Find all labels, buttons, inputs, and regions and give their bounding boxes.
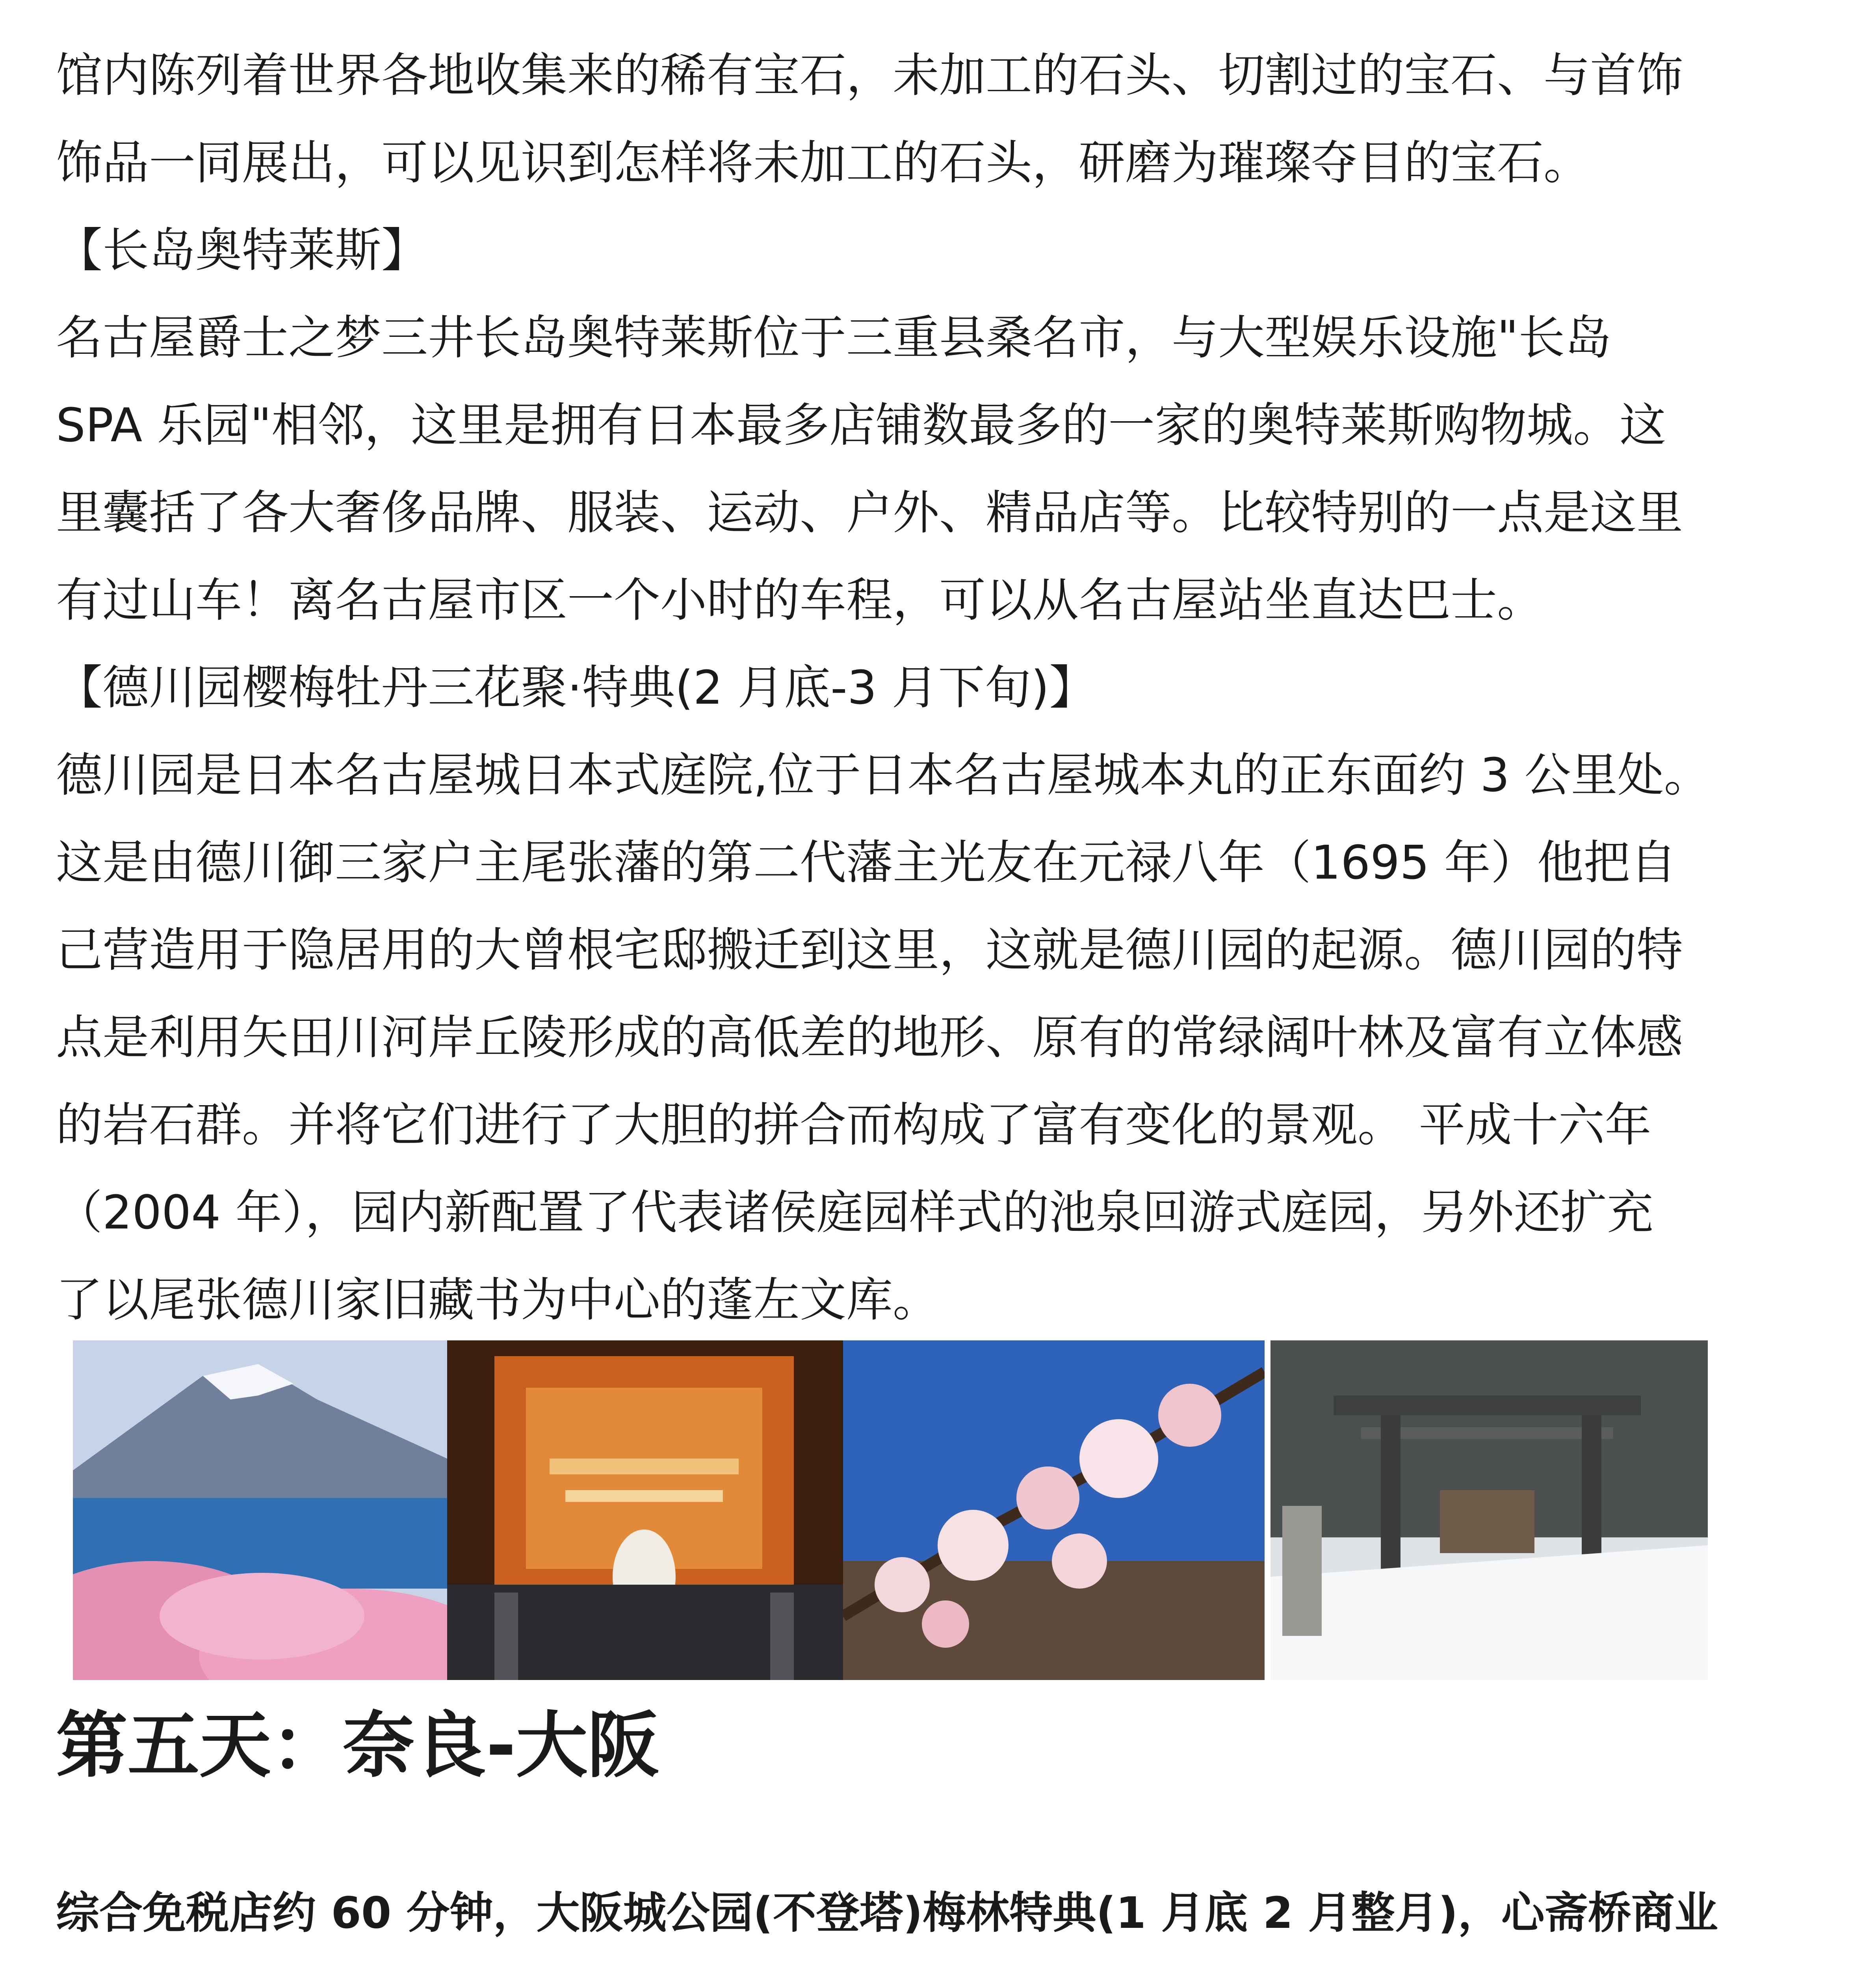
text-line: 的岩石群。并将它们进行了大胆的拼合而构成了富有变化的景观。 平成十六年 [56, 1098, 1651, 1152]
text-line: 了以尾张德川家旧藏书为中心的蓬左文库。 [56, 1273, 940, 1327]
text-line: 名古屋爵士之梦三井长岛奥特莱斯位于三重县桑名市，与大型娱乐设施"长岛 [56, 310, 1612, 365]
text-line: （2004 年），园内新配置了代表诸侯庭园样式的池泉回游式庭园，另外还扩充 [56, 1185, 1653, 1240]
text-line: 这是由德川御三家户主尾张藩的第二代藩主光友在元禄八年（1695 年）他把自 [56, 835, 1677, 890]
day5-title: 第五天：奈良-大阪 [56, 1704, 659, 1787]
photo-plum-blossoms [843, 1340, 1265, 1680]
photo-mount-fuji-sakura [73, 1340, 447, 1680]
intro-paragraph [56, 32, 1825, 206]
tokugawa-heading: 【德川园樱梅牡丹三花聚·特典(2 月底-3 月下旬)】 [56, 660, 1096, 715]
text-line: 有过山车！离名古屋市区一个小时的车程，可以从名古屋站坐直达巴士。 [56, 573, 1544, 627]
photo-snowy-torii [1270, 1340, 1708, 1680]
outlet-paragraph [56, 294, 1825, 644]
photo-strip [73, 1340, 1755, 1680]
tokugawa-paragraph [56, 731, 1825, 1344]
text-line: 馆内陈列着世界各地收集来的稀有宝石，未加工的石头、切割过的宝石、与首饰 [56, 48, 1683, 102]
text-line: SPA 乐园"相邻，这里是拥有日本最多店铺数最多的一家的奥特莱斯购物城。这 [56, 398, 1666, 452]
text-line: 己营造用于隐居用的大曾根宅邸搬迁到这里，这就是德川园的起源。德川园的特 [56, 923, 1683, 977]
summary-line: 综合免税店约 60 分钟，大阪城公园(不登塔)梅林特典(1 月底 2 月整月)，心斋桥商业 [56, 1888, 1718, 1938]
text-line: 里囊括了各大奢侈品牌、服装、运动、户外、精品店等。比较特别的一点是这里 [56, 485, 1683, 540]
day5-summary [56, 1852, 1825, 1970]
outlet-heading: 【长岛奥特莱斯】 [56, 223, 428, 277]
text-line: 饰品一同展出，可以见识到怎样将未加工的石头，研磨为璀璨夺目的宝石。 [56, 136, 1590, 190]
photo-shrine-ceremony [447, 1340, 843, 1680]
text-line: 点是利用矢田川河岸丘陵形成的高低差的地形、原有的常绿阔叶林及富有立体感 [56, 1010, 1683, 1065]
text-line: 德川园是日本名古屋城日本式庭院,位于日本名古屋城本丸的正东面约 3 公里处。 [56, 748, 1711, 802]
